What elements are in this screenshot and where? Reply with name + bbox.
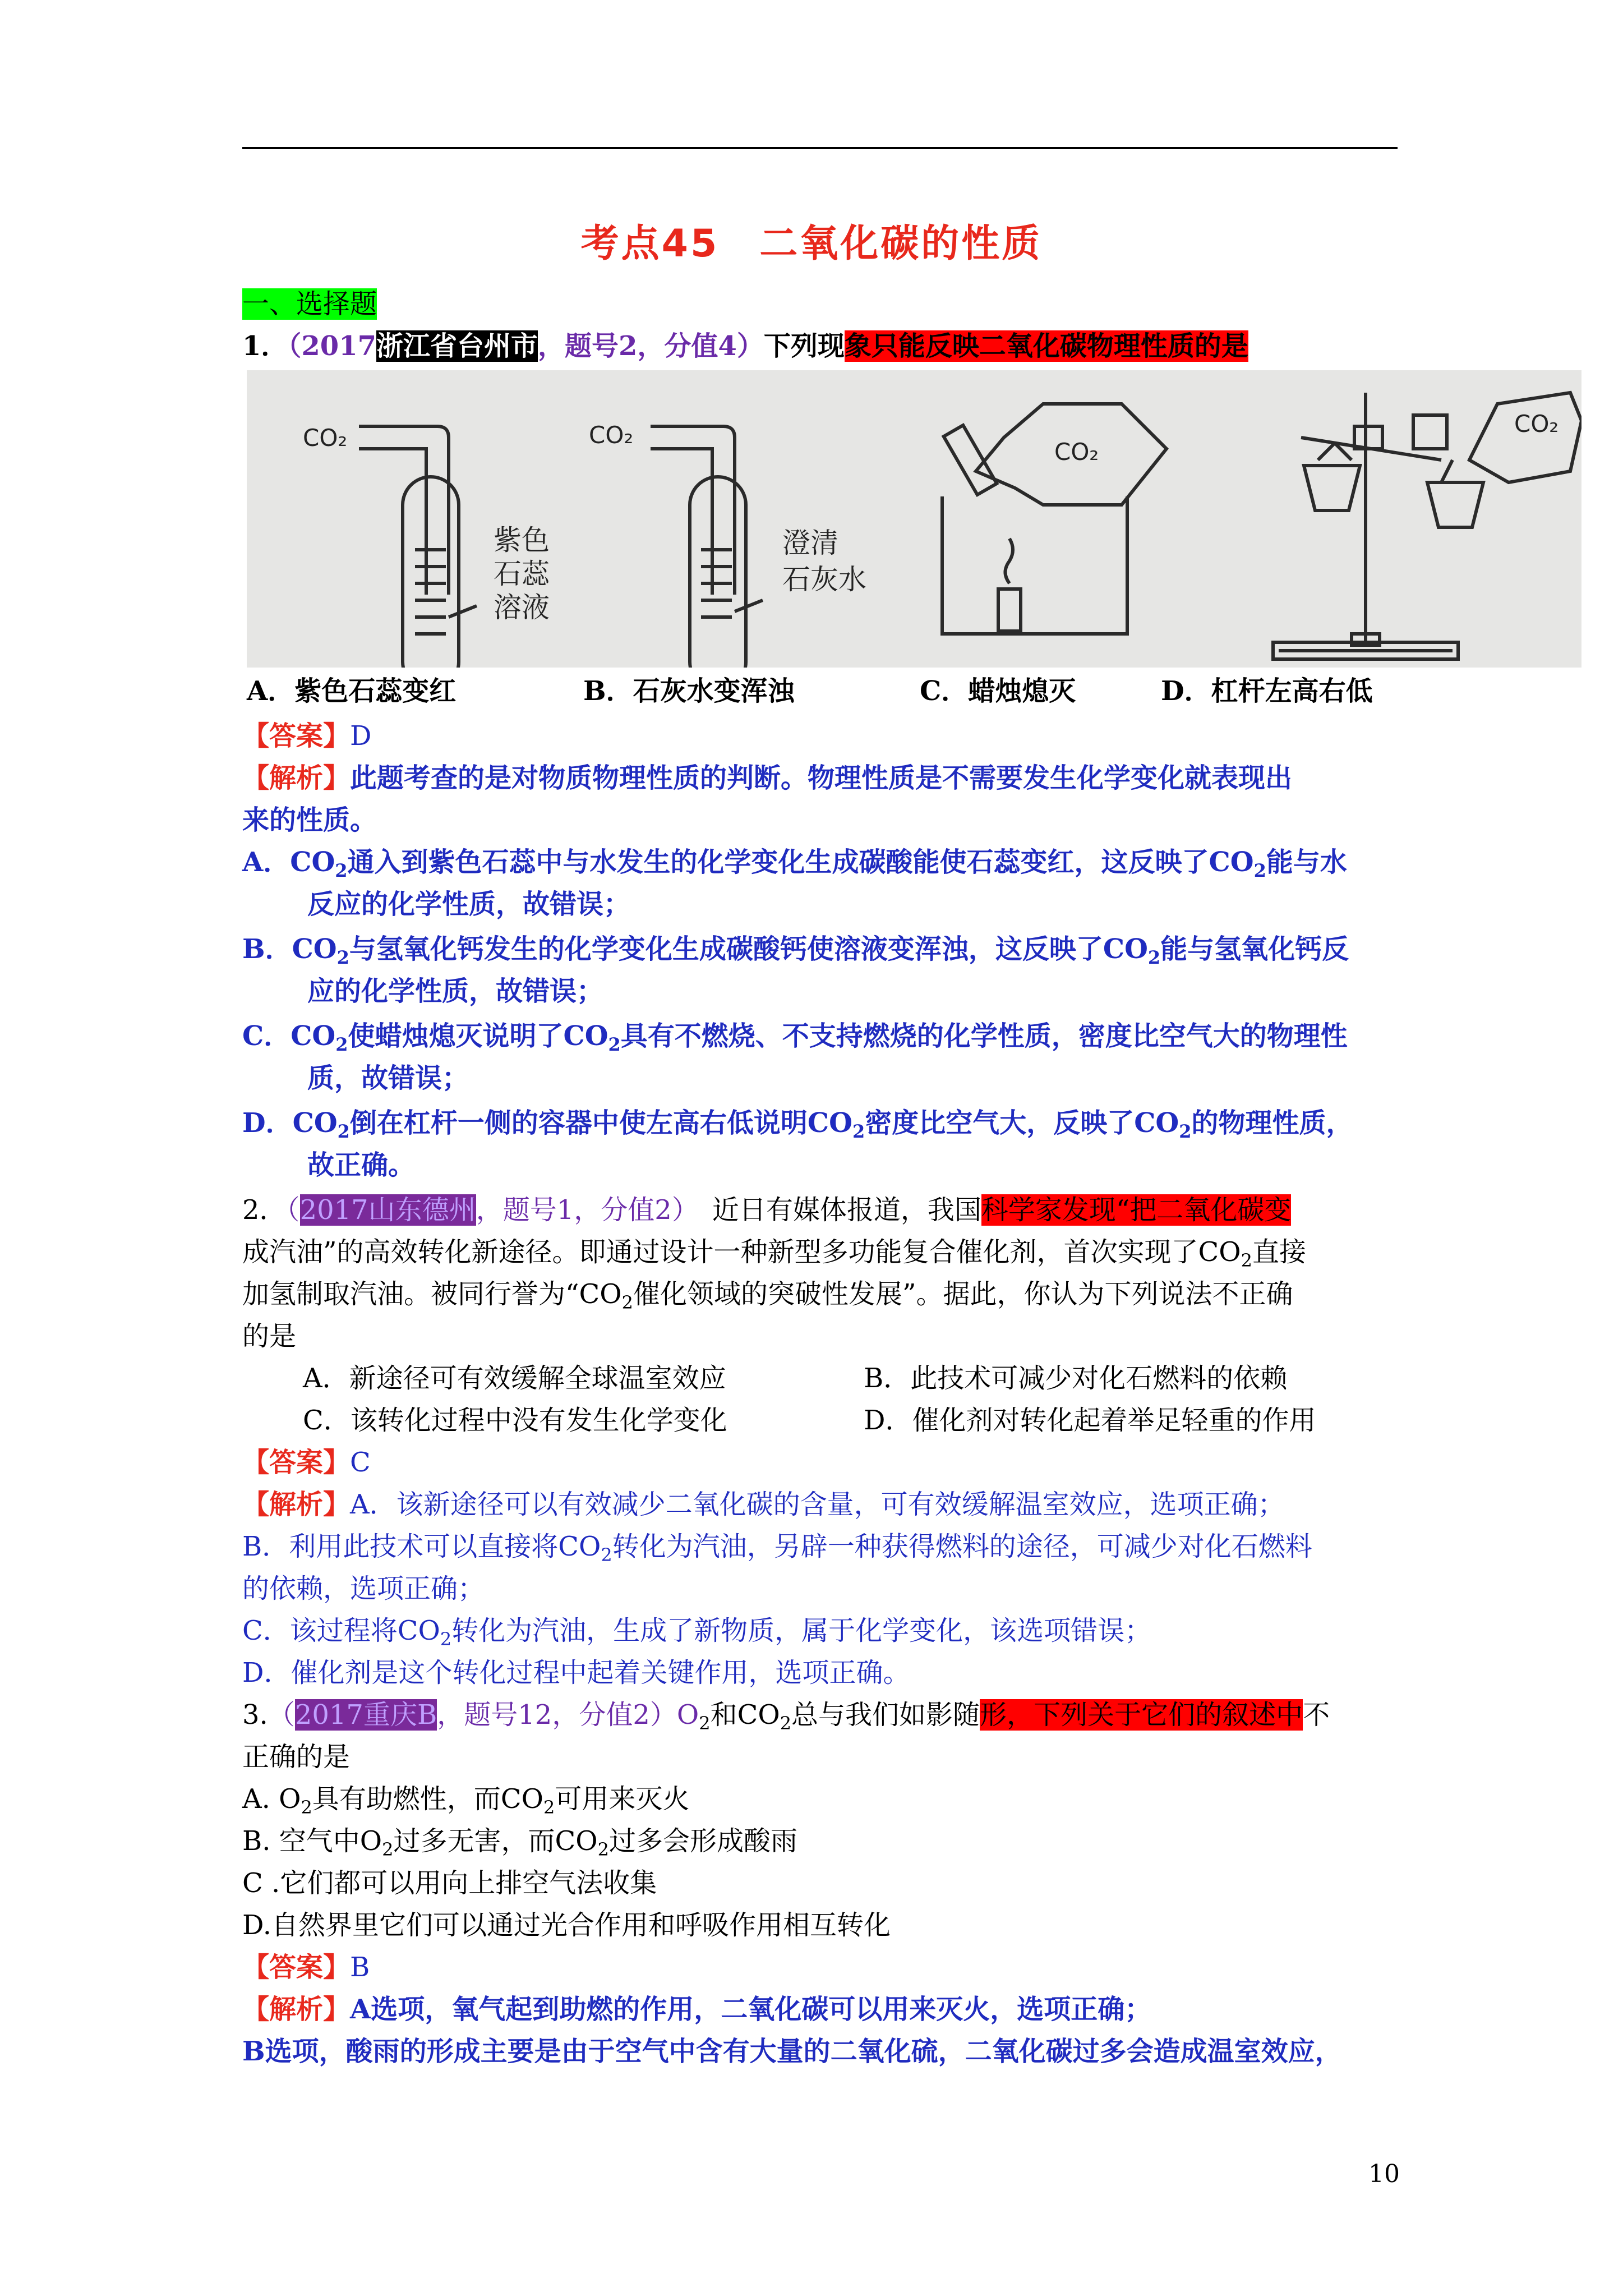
co2-label-a: CO₂ — [303, 424, 348, 452]
tube-a-label-2: 石蕊 — [494, 558, 550, 590]
q2-analysis-a: 【解析】A．该新途径可以有效减少二氧化碳的含量，可有效缓解温室效应，选项正确； — [242, 1489, 1285, 1520]
q2-analysis-b-line-2: 的依赖，选项正确； — [242, 1573, 485, 1604]
tube-b-label-2: 石灰水 — [782, 563, 866, 596]
q1-analysis-d-line-1: D．$CO_2$倒在杠杆一侧的容器中使左高右低说明$CO_2$密度比空气大，反映了$CO_2$的物理性质， — [242, 1107, 1353, 1142]
tube-b-label-1: 澄清 — [782, 527, 838, 559]
q1-analysis-a-line-1: A．$CO_2$通入到紫色石蕊中与水发生的化学变化生成碳酸能使石蕊变红，这反映了$CO_2$能与水 — [242, 846, 1347, 881]
q1-analysis-b-line-2: 应的化学性质，故错误； — [307, 976, 604, 1007]
q1-analysis-line-2: 来的性质。 — [242, 804, 377, 836]
q2-analysis-c: C．该过程将$CO_2$转化为汽油，生成了新物质，属于化学变化，该选项错误； — [242, 1615, 1152, 1650]
q1-analysis-c-line-1: C．$CO_2$使蜡烛熄灭说明了$CO_2$具有不燃烧、不支持燃烧的化学性质，密度比空气大的物理性 — [242, 1020, 1348, 1055]
q3-option-d: D.自然界里它们可以通过光合作用和呼吸作用相互转化 — [242, 1910, 891, 1941]
source-tag: 2017重庆B — [294, 1699, 437, 1731]
q3-option-a: A. $O_2$具有助燃性，而$CO_2$可用来灭火 — [242, 1783, 690, 1818]
tube-a-label-3: 溶液 — [494, 591, 550, 624]
co2-label-d: CO₂ — [1514, 410, 1559, 438]
q2-option-c: C．该转化过程中没有发生化学变化 — [303, 1405, 727, 1436]
q2-option-a: A．新途径可有效缓解全球温室效应 — [303, 1363, 726, 1394]
q1-analysis-line-1: 【解析】此题考查的是对物质物理性质的判断。物理性质是不需要发生化学变化就表现出 — [242, 762, 1293, 794]
co2-label-c: CO₂ — [1054, 438, 1099, 466]
q3-stem-line-2: 正确的是 — [242, 1741, 351, 1773]
page-title: 考点45 二氧化碳的性质 — [580, 222, 1043, 266]
tube-a-label-1: 紫色 — [494, 524, 550, 556]
header-rule — [242, 147, 1398, 149]
q3-answer: 【答案】B — [242, 1952, 370, 1983]
q1-analysis-a-line-2: 反应的化学性质，故错误； — [307, 889, 631, 920]
experiment-illustration — [247, 370, 1581, 668]
q1-analysis-c-line-2: 质，故错误； — [307, 1062, 469, 1094]
q3-analysis-b: B选项，酸雨的形成主要是由于空气中含有大量的二氧化硫，二氧化碳过多会造成温室效应， — [242, 2036, 1342, 2067]
section-label: 一、选择题 — [242, 288, 377, 320]
q3-option-b: B. 空气中$O_2$过多无害，而$CO_2$过多会形成酸雨 — [242, 1825, 797, 1860]
q3-analysis-a: 【解析】A选项，氧气起到助燃的作用，二氧化碳可以用来灭火，选项正确； — [242, 1994, 1152, 2025]
q1-answer: 【答案】D — [242, 720, 372, 752]
q2-stem-line-2: 成汽油”的高效转化新途径。即通过设计一种新型多功能复合催化剂，首次实现了$CO_2$直接 — [242, 1236, 1306, 1271]
q2-analysis-b-line-1: B．利用此技术可以直接将$CO_2$转化为汽油，另辟一种获得燃料的途径，可减少对化石燃料 — [242, 1531, 1312, 1566]
q2-analysis-d: D．催化剂是这个转化过程中起着关键作用，选项正确。 — [242, 1657, 910, 1688]
q2-option-d: D．催化剂对转化起着举足轻重的作用 — [864, 1405, 1316, 1436]
question-2-stem: 2．（2017山东德州，题号1，分值2） 近日有媒体报道，我国科学家发现“把二氧化碳变 — [242, 1194, 1292, 1226]
q1-analysis-d-line-2: 故正确。 — [307, 1149, 416, 1181]
experiment-figure — [247, 370, 1581, 668]
q1-option-d: D．杠杆左高右低 — [1161, 675, 1373, 707]
q2-stem-line-3: 加氢制取汽油。被同行誉为“$CO_2$催化领域的突破性发展”。据此，你认为下列说法不正确 — [242, 1278, 1293, 1313]
question-3-stem: 3.（2017重庆B，题号12，分值$2)O_2$和$CO_2$总与我们如影随形，下列关于它们的叙述中不 — [242, 1699, 1330, 1734]
q2-stem-line-4: 的是 — [242, 1320, 297, 1352]
section-heading — [242, 283, 377, 325]
question-1-stem: 1．（2017浙江省台州市，题号2，分值4）下列现象只能反映二氧化碳物理性质的是 — [242, 330, 1248, 362]
q1-option-a: A．紫色石蕊变红 — [247, 675, 457, 707]
q1-option-c: C．蜡烛熄灭 — [920, 675, 1076, 707]
q3-option-c: C .它们都可以用向上排空气法收集 — [242, 1867, 657, 1899]
q1-option-b: B．石灰水变浑浊 — [583, 675, 795, 707]
source-tag: 2017山东德州 — [299, 1194, 476, 1226]
page-number: 10 — [1368, 2160, 1400, 2188]
source-tag: 浙江省台州市 — [376, 330, 538, 362]
co2-label-b: CO₂ — [589, 421, 634, 449]
q1-analysis-b-line-1: B．$CO_2$与氢氧化钙发生的化学变化生成碳酸钙使溶液变浑浊，这反映了$CO_2$能与氢氧化钙反 — [242, 933, 1349, 968]
q2-answer: 【答案】C — [242, 1447, 371, 1478]
q2-option-b: B．此技术可减少对化石燃料的依赖 — [864, 1363, 1288, 1394]
